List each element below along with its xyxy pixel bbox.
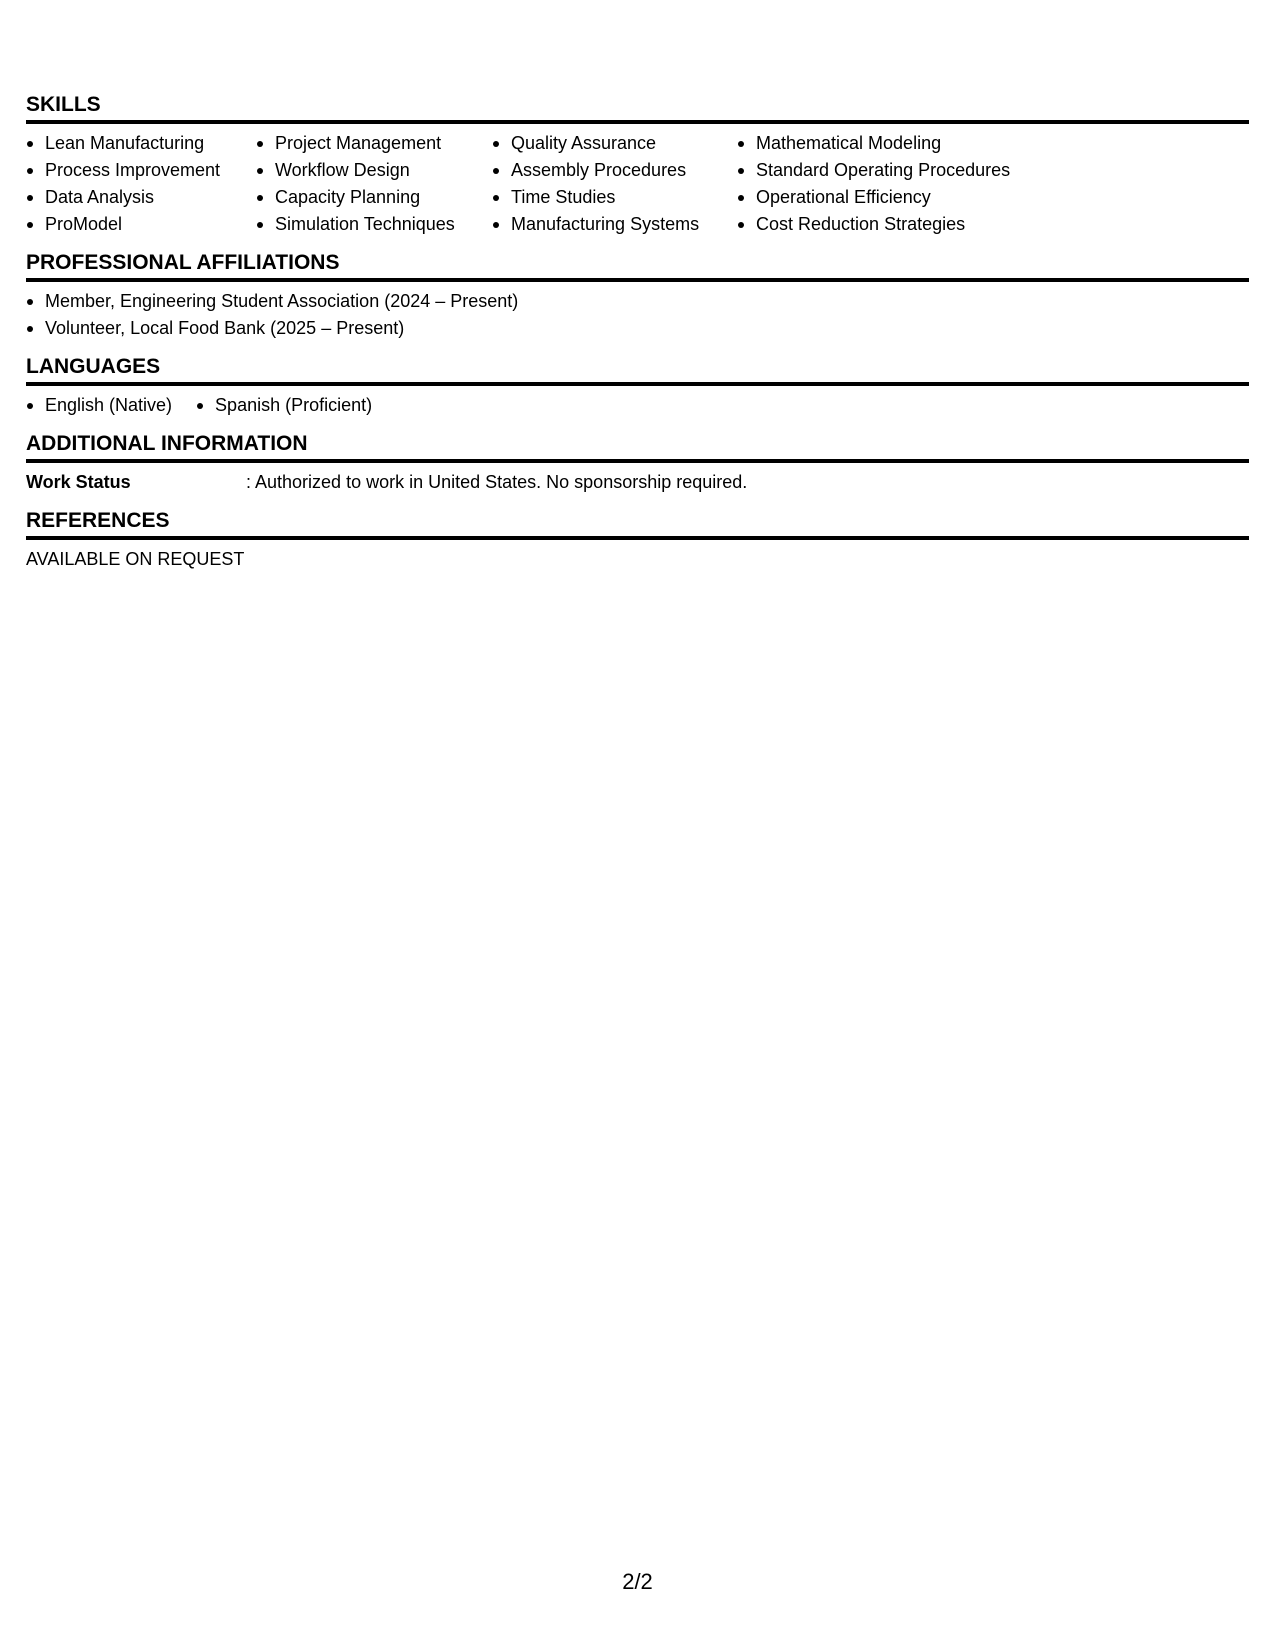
work-status-label: Work Status xyxy=(26,472,131,492)
affiliations-section xyxy=(26,250,1249,342)
skills-grid xyxy=(26,124,1249,238)
skill-item: Operational Efficiency xyxy=(737,184,1037,211)
languages-section xyxy=(26,354,1249,419)
skills-section xyxy=(26,92,1249,238)
languages-heading: LANGUAGES xyxy=(26,354,1249,386)
skills-column-3 xyxy=(492,130,737,238)
affiliations-heading: PROFESSIONAL AFFILIATIONS xyxy=(26,250,1249,282)
skill-item: Cost Reduction Strategies xyxy=(737,211,1037,238)
skills-column-1 xyxy=(26,130,256,238)
skill-item: Project Management xyxy=(256,130,492,157)
skill-item: Capacity Planning xyxy=(256,184,492,211)
skill-item: Mathematical Modeling xyxy=(737,130,1037,157)
skill-item: Manufacturing Systems xyxy=(492,211,737,238)
languages-list xyxy=(26,386,1249,419)
skill-item: Simulation Techniques xyxy=(256,211,492,238)
additional-info-heading: ADDITIONAL INFORMATION xyxy=(26,431,1249,463)
language-item: Spanish (Proficient) xyxy=(196,392,372,419)
skill-item: Assembly Procedures xyxy=(492,157,737,184)
language-item: English (Native) xyxy=(26,392,172,419)
references-text: AVAILABLE ON REQUEST xyxy=(26,549,245,569)
affiliations-list xyxy=(26,282,1249,342)
work-status-row xyxy=(26,463,1249,496)
skill-item: Quality Assurance xyxy=(492,130,737,157)
page-number: 2/2 xyxy=(622,1569,653,1594)
resume-page xyxy=(26,92,1249,585)
skills-heading: SKILLS xyxy=(26,92,1249,124)
skill-item: ProModel xyxy=(26,211,256,238)
references-heading: REFERENCES xyxy=(26,508,1249,540)
skill-item: Workflow Design xyxy=(256,157,492,184)
skill-item: Lean Manufacturing xyxy=(26,130,256,157)
affiliation-item: Member, Engineering Student Association (2024 – Present) xyxy=(26,288,1249,315)
additional-info-section xyxy=(26,431,1249,496)
skill-item: Data Analysis xyxy=(26,184,256,211)
references-section xyxy=(26,508,1249,573)
skill-item: Standard Operating Procedures xyxy=(737,157,1037,184)
skills-column-4 xyxy=(737,130,1037,238)
affiliation-item: Volunteer, Local Food Bank (2025 – Present) xyxy=(26,315,1249,342)
skill-item: Time Studies xyxy=(492,184,737,211)
work-status-value: : Authorized to work in United States. No sponsorship required. xyxy=(246,472,748,492)
skill-item: Process Improvement xyxy=(26,157,256,184)
skills-column-2 xyxy=(256,130,492,238)
